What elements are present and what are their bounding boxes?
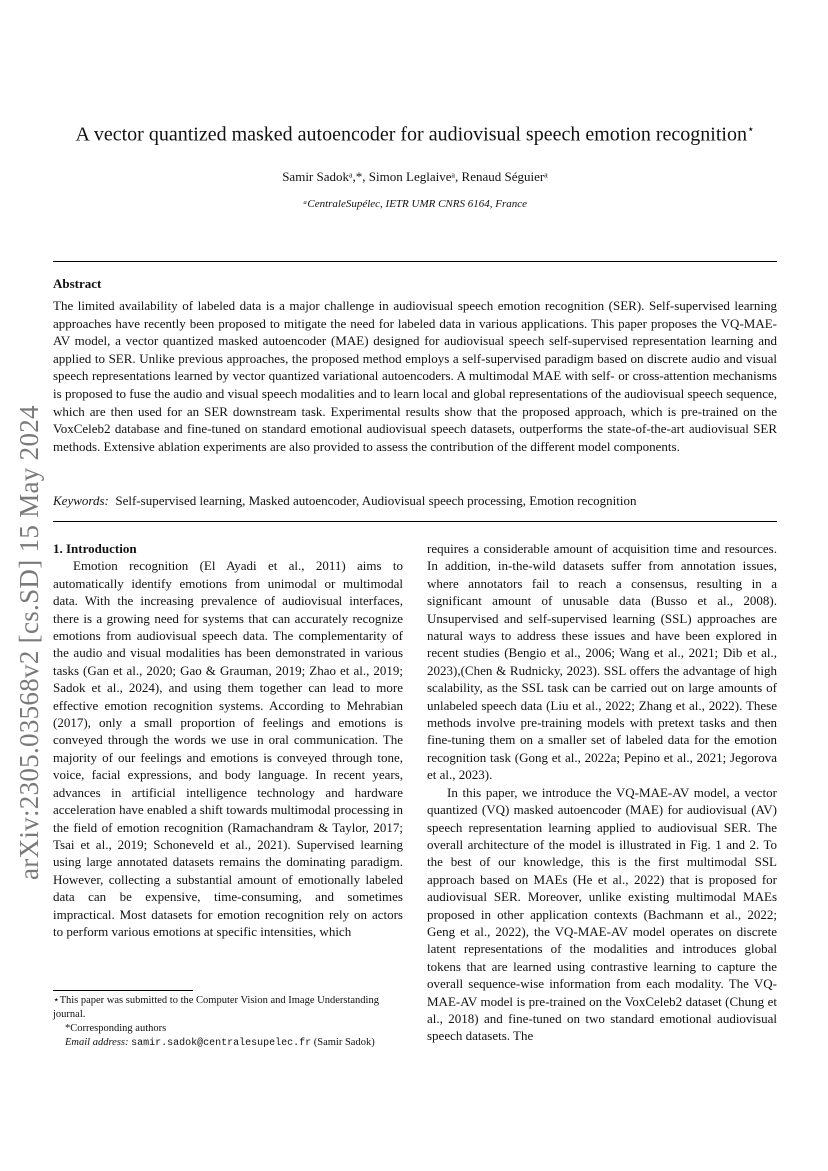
footnote-submission: ⋆This paper was submitted to the Computer Vision and Image Understanding journal. [53, 995, 379, 1020]
affiliation: ᵃCentraleSupélec, IETR UMR CNRS 6164, France [302, 198, 528, 210]
abstract-bottom-rule [53, 521, 777, 522]
footnote-rule [53, 990, 193, 991]
footnote-email [53, 1036, 403, 1051]
abstract-heading: Abstract [53, 276, 102, 291]
section-heading: 1. Introduction [53, 541, 137, 556]
footnotes [53, 994, 403, 1051]
paper-title [53, 122, 777, 147]
top-rule [53, 261, 777, 262]
left-column [53, 540, 403, 940]
author-list: Samir Sadokᵃ,*, Simon Leglaiveᵃ, Renaud Séguierᵃ [282, 169, 548, 184]
email-label: Email address: [65, 1037, 129, 1048]
intro-paragraph-1: Emotion recognition (El Ayadi et al., 2011) aims to automatically identify emotions from unimodal or multimodal data. With the increasing prevalence of audiovisual interfaces, there is a growing need for systems that can accurately recognize emotions from audiovisual speech data. The complementarity of the audio and visual modalities has been demonstrated in various tasks (Gan et al., 2020; Gao & Grauman, 2019; Zhao et al., 2019; Sadok et al., 2024), and using them together can lead to more effective emotion recognition systems. According to Mehrabian (2017), only a small proportion of feelings and emotions is conveyed through the words we use in oral communication. The majority of our feelings and emotions is conveyed through tone, voice, facial expressions, and body language. In recent years, advances in artificial intelligence technology and hardware acceleration have enabled a shift towards multimodal processing in the field of emotion recognition (Ramachandram & Taylor, 2017; Tsai et al., 2019; Schoneveld et al., 2021). Supervised learning using large annotated datasets remains the dominating paradigm. However, collecting a substantial amount of emotionally labeled data can be expensive, time-consuming, and sometimes impractical. Most datasets for emotion recognition rely on actors to perform various emotions at specific intensities, which [53, 558, 403, 939]
right-column [427, 540, 777, 1045]
email-address[interactable]: samir.sadok@centralesupelec.fr [131, 1038, 312, 1049]
abstract-text: The limited availability of labeled data is a major challenge in audiovisual speech emotion recognition (SER). Self-supervised learning approaches have recently been proposed to mitigate the need for labeled data in various applications. This paper proposes the VQ-MAE-AV model, a vector quantized masked autoencoder (MAE) designed for audiovisual speech self-supervised representation learning and applied to SER. Unlike previous approaches, the proposed method employs a self-supervised paradigm based on discrete audio and visual speech representations learned by vector quantized variational autoencoders. A multimodal MAE with self- or cross-attention mechanisms is proposed to fuse the audio and visual speech modalities and to learn local and global representations of the audiovisual speech sequence, which are then used for an SER downstream task. Experimental results show that the proposed approach, which is pre-trained on the VoxCeleb2 database and fine-tuned on standard emotional audiovisual speech datasets, outperforms the state-of-the-art audiovisual SER methods. Extensive ablation experiments are also provided to assess the contribution of the different model components. [53, 298, 777, 454]
footnote-corresponding: *Corresponding authors [65, 1023, 167, 1034]
keywords-text: Self-supervised learning, Masked autoencoder, Audiovisual speech processing, Emotion recognition [115, 493, 637, 508]
email-name: (Samir Sadok) [313, 1037, 375, 1048]
title-text: A vector quantized masked autoencoder for audiovisual speech emotion recognition [75, 123, 747, 146]
title-footnote-mark: ⋆ [746, 122, 755, 136]
keywords-line [53, 493, 777, 509]
intro-paragraph-2: In this paper, we introduce the VQ-MAE-AV model, a vector quantized (VQ) masked autoencoder (MAE) for audiovisual (AV) speech representation learning applied to audiovisual SER. The overall architecture of the model is illustrated in Fig. 1 and 2. To the best of our knowledge, this is the first multimodal SSL approach based on MAEs (He et al., 2022) that is proposed for audiovisual SER. Moreover, unlike existing multimodal MAEs proposed in other application contexts (Bachmann et al., 2022; Geng et al., 2022), the VQ-MAE-AV model operates on discrete latent representations of the modalities and introduces global tokens that are learned using contrastive learning to capture the overall sequence-wise information from each modality. The VQ-MAE-AV model is pre-trained on the VoxCeleb2 dataset (Chung et al., 2018) and fine-tuned on two standard emotional audiovisual speech datasets. The [427, 784, 777, 1044]
intro-paragraph-1-cont: requires a considerable amount of acquisition time and resources. In addition, in-the-wild datasets suffer from annotation issues, where annotators fail to reach a consensus, resulting in a significant amount of unusable data (Busso et al., 2008). Unsupervised and self-supervised learning (SSL) approaches are natural ways to address these issues and have been explored in recent studies (Bengio et al., 2006; Wang et al., 2021; Dib et al., 2023),(Chen & Rudnicky, 2023). SSL offers the advantage of high scalability, as the SSL task can be carried out on large amounts of unlabeled speech data (Liu et al., 2022; Zhang et al., 2022). These methods involve pre-training models with pretext tasks and then fine-tuning them on a smaller set of labeled data for the emotion recognition task (Gong et al., 2022a; Pepino et al., 2021; Jegorova et al., 2023). [427, 541, 777, 783]
keywords-label: Keywords: [53, 493, 109, 508]
arxiv-identifier: arXiv:2305.03568v2 [cs.SD] 15 May 2024 [14, 405, 44, 880]
